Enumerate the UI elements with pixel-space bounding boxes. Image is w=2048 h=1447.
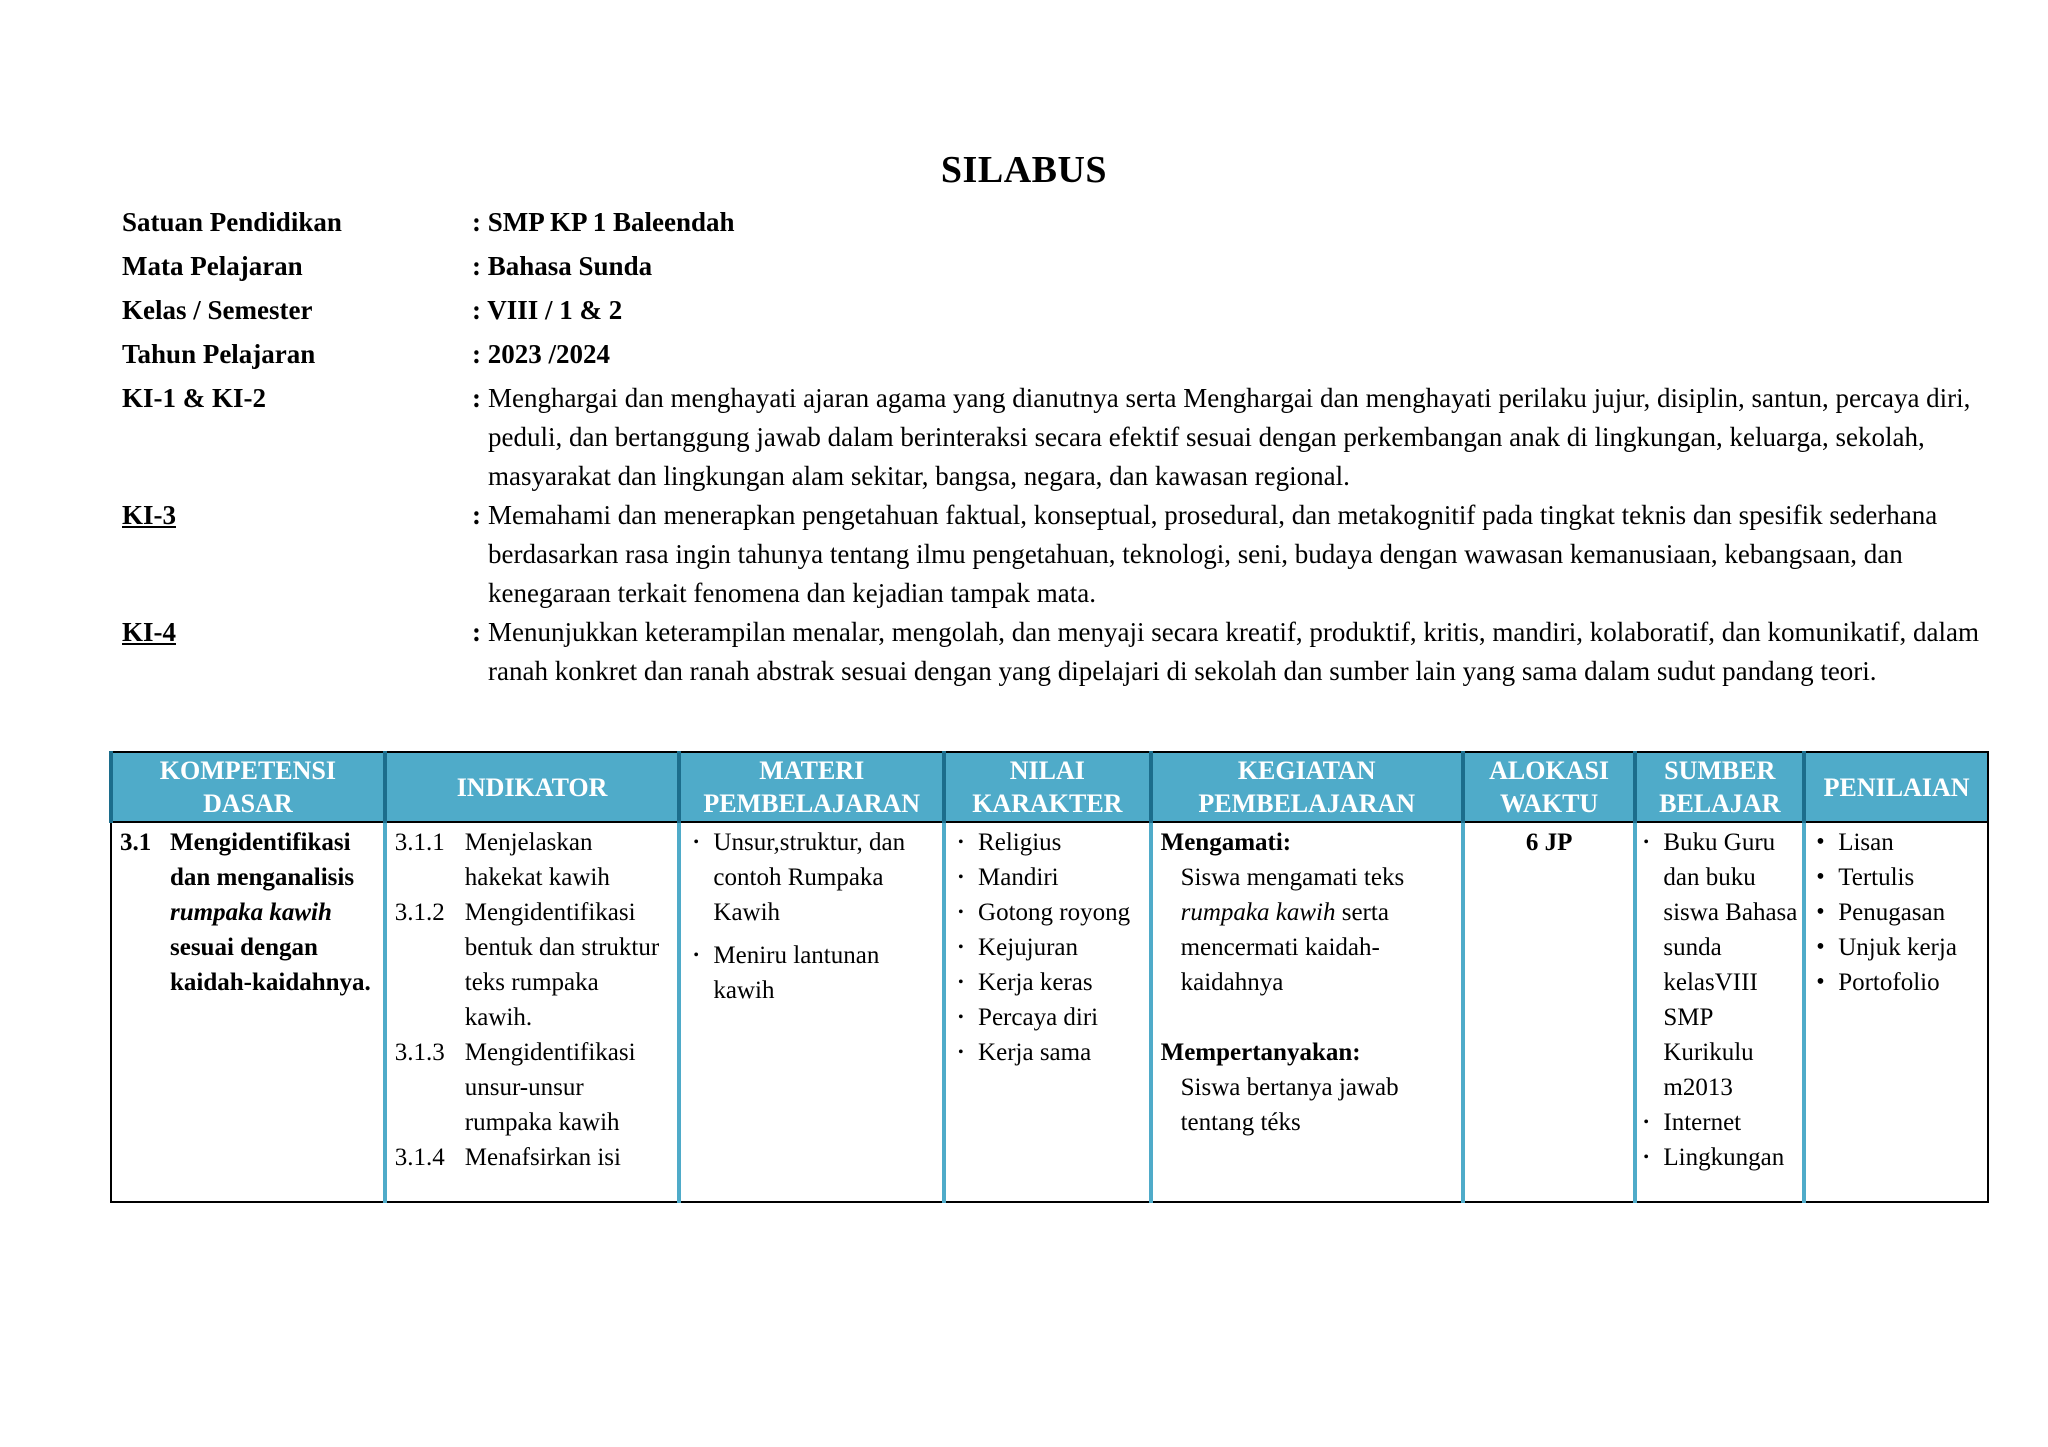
kd-text: sesuai dengan kaidah-kaidahnya. bbox=[170, 934, 371, 996]
header-nilai: NILAI KARAKTER bbox=[944, 752, 1151, 822]
header-penilaian: PENILAIAN bbox=[1804, 752, 1988, 822]
kegiatan-heading: Mengamati: bbox=[1160, 829, 1292, 856]
cell-materi bbox=[679, 822, 944, 1202]
meta-value: : SMP KP 1 Baleendah bbox=[472, 207, 735, 237]
cell-nilai bbox=[944, 822, 1151, 1202]
cell-alokasi: 6 JP bbox=[1463, 822, 1636, 1202]
list-item: • Unjuk kerja bbox=[1814, 930, 1979, 965]
ki-colon: : bbox=[472, 617, 481, 647]
header-materi: MATERI PEMBELAJARAN bbox=[679, 752, 944, 822]
kd-number: 3.1 bbox=[120, 829, 152, 856]
meta-value: : Bahasa Sunda bbox=[472, 251, 653, 281]
list-item: • Percaya diri bbox=[954, 1000, 1141, 1035]
list-item: • Kejujuran bbox=[954, 930, 1141, 965]
meta-row-tahun bbox=[122, 335, 1982, 374]
list-item: • Lisan bbox=[1814, 825, 1979, 860]
indikator-item: 3.1.4 Menafsirkan isi bbox=[394, 1144, 621, 1171]
list-item: • Penugasan bbox=[1814, 895, 1979, 930]
kd-text-italic: rumpaka kawih bbox=[170, 899, 332, 926]
table-header-row bbox=[111, 752, 1988, 822]
meta-label: Tahun Pelajaran bbox=[122, 339, 316, 369]
kegiatan-text: Siswa bertanya jawab tentang téks bbox=[1180, 1074, 1399, 1136]
cell-penilaian bbox=[1804, 822, 1988, 1202]
meta-row-kelas bbox=[122, 291, 1982, 330]
list-item: • Internet bbox=[1639, 1105, 1800, 1140]
ki-label: KI-4 bbox=[122, 617, 176, 647]
cell-sumber bbox=[1635, 822, 1804, 1202]
list-item: • Portofolio bbox=[1814, 965, 1979, 1000]
indikator-item: 3.1.1 Menjelaskan hakekat kawih bbox=[394, 829, 610, 891]
syllabus-table bbox=[109, 751, 1989, 1203]
list-item: • Unsur,struktur, dan contoh Rumpaka Kawih bbox=[689, 825, 934, 930]
list-item: • Tertulis bbox=[1814, 860, 1979, 895]
ki-label: KI-1 & KI-2 bbox=[122, 383, 266, 413]
cell-indikator bbox=[385, 822, 680, 1202]
header-indikator: INDIKATOR bbox=[385, 752, 680, 822]
ki-row-3 bbox=[122, 496, 1982, 613]
ki-row-1-2 bbox=[122, 379, 1982, 496]
syllabus-meta bbox=[122, 203, 1982, 691]
header-kegiatan: KEGIATAN PEMBELAJARAN bbox=[1151, 752, 1463, 822]
list-item: • Religius bbox=[954, 825, 1141, 860]
list-item: • Lingkungan bbox=[1639, 1140, 1800, 1175]
document-title: SILABUS bbox=[940, 149, 1108, 191]
ki-text: Menunjukkan keterampilan menalar, mengolah, dan menyaji secara kreatif, produktif, kritis, mandiri, kolaboratif, dan komunikatif, dalam ranah konkret dan ranah abstrak sesuai dengan yang dipelajari di sekolah dan sumber lain yang sama dalam sudut pandang teori. bbox=[488, 617, 1979, 686]
kd-text: Mengidentifikasi dan menganalisis bbox=[170, 829, 355, 891]
list-item: • Kerja sama bbox=[954, 1035, 1141, 1070]
meta-row-satuan bbox=[122, 203, 1982, 242]
ki-text: Menghargai dan menghayati ajaran agama yang dianutnya serta Menghargai dan menghayati perilaku jujur, disiplin, santun, percaya diri, peduli, dan bertanggung jawab dalam berinteraksi secara efektif sesuai dengan perkembangan anak di lingkungan, keluarga, sekolah, masyarakat dan lingkungan alam sekitar, bangsa, negara, dan kawasan regional. bbox=[488, 383, 1971, 491]
list-item: • Mandiri bbox=[954, 860, 1141, 895]
meta-value: : VIII / 1 & 2 bbox=[472, 295, 623, 325]
ki-colon: : bbox=[472, 383, 481, 413]
ki-colon: : bbox=[472, 500, 481, 530]
list-item: • Gotong royong bbox=[954, 895, 1141, 930]
meta-label: Mata Pelajaran bbox=[122, 251, 303, 281]
list-item: • Meniru lantunan kawih bbox=[689, 938, 934, 1008]
cell-kompetensi bbox=[111, 822, 385, 1202]
ki-label: KI-3 bbox=[122, 500, 176, 530]
header-alokasi: ALOKASI WAKTU bbox=[1463, 752, 1636, 822]
meta-value: : 2023 /2024 bbox=[472, 339, 610, 369]
indikator-item: 3.1.2 Mengidentifikasi bentuk dan struktur teks rumpaka kawih. bbox=[394, 899, 660, 1031]
table-row bbox=[111, 822, 1988, 1202]
ki-text: Memahami dan menerapkan pengetahuan faktual, konseptual, prosedural, dan metakognitif pada tingkat teknis dan spesifik sederhana berdasarkan rasa ingin tahunya tentang ilmu pengetahuan, teknologi, seni, budaya dengan wawasan kemanusiaan, kebangsaan, dan kenegaraan terkait fenomena dan kejadian tampak mata. bbox=[488, 500, 1938, 608]
cell-kegiatan bbox=[1151, 822, 1463, 1202]
meta-label: Satuan Pendidikan bbox=[122, 207, 342, 237]
list-item: • Kerja keras bbox=[954, 965, 1141, 1000]
header-kompetensi: KOMPETENSI DASAR bbox=[111, 752, 385, 822]
indikator-item: 3.1.3 Mengidentifikasi unsur-unsur rumpaka kawih bbox=[394, 1039, 636, 1136]
list-item: • Buku Guru dan buku siswa Bahasa sunda kelasVIII SMP Kurikulu m2013 bbox=[1639, 825, 1800, 1105]
meta-label: Kelas / Semester bbox=[122, 295, 313, 325]
kegiatan-text: Siswa mengamati teks rumpaka kawih serta mencermati kaidah-kaidahnya bbox=[1180, 864, 1405, 996]
header-sumber: SUMBER BELAJAR bbox=[1635, 752, 1804, 822]
kegiatan-heading: Mempertanyakan: bbox=[1160, 1039, 1361, 1066]
meta-row-mapel bbox=[122, 247, 1982, 286]
ki-row-4 bbox=[122, 613, 1982, 691]
